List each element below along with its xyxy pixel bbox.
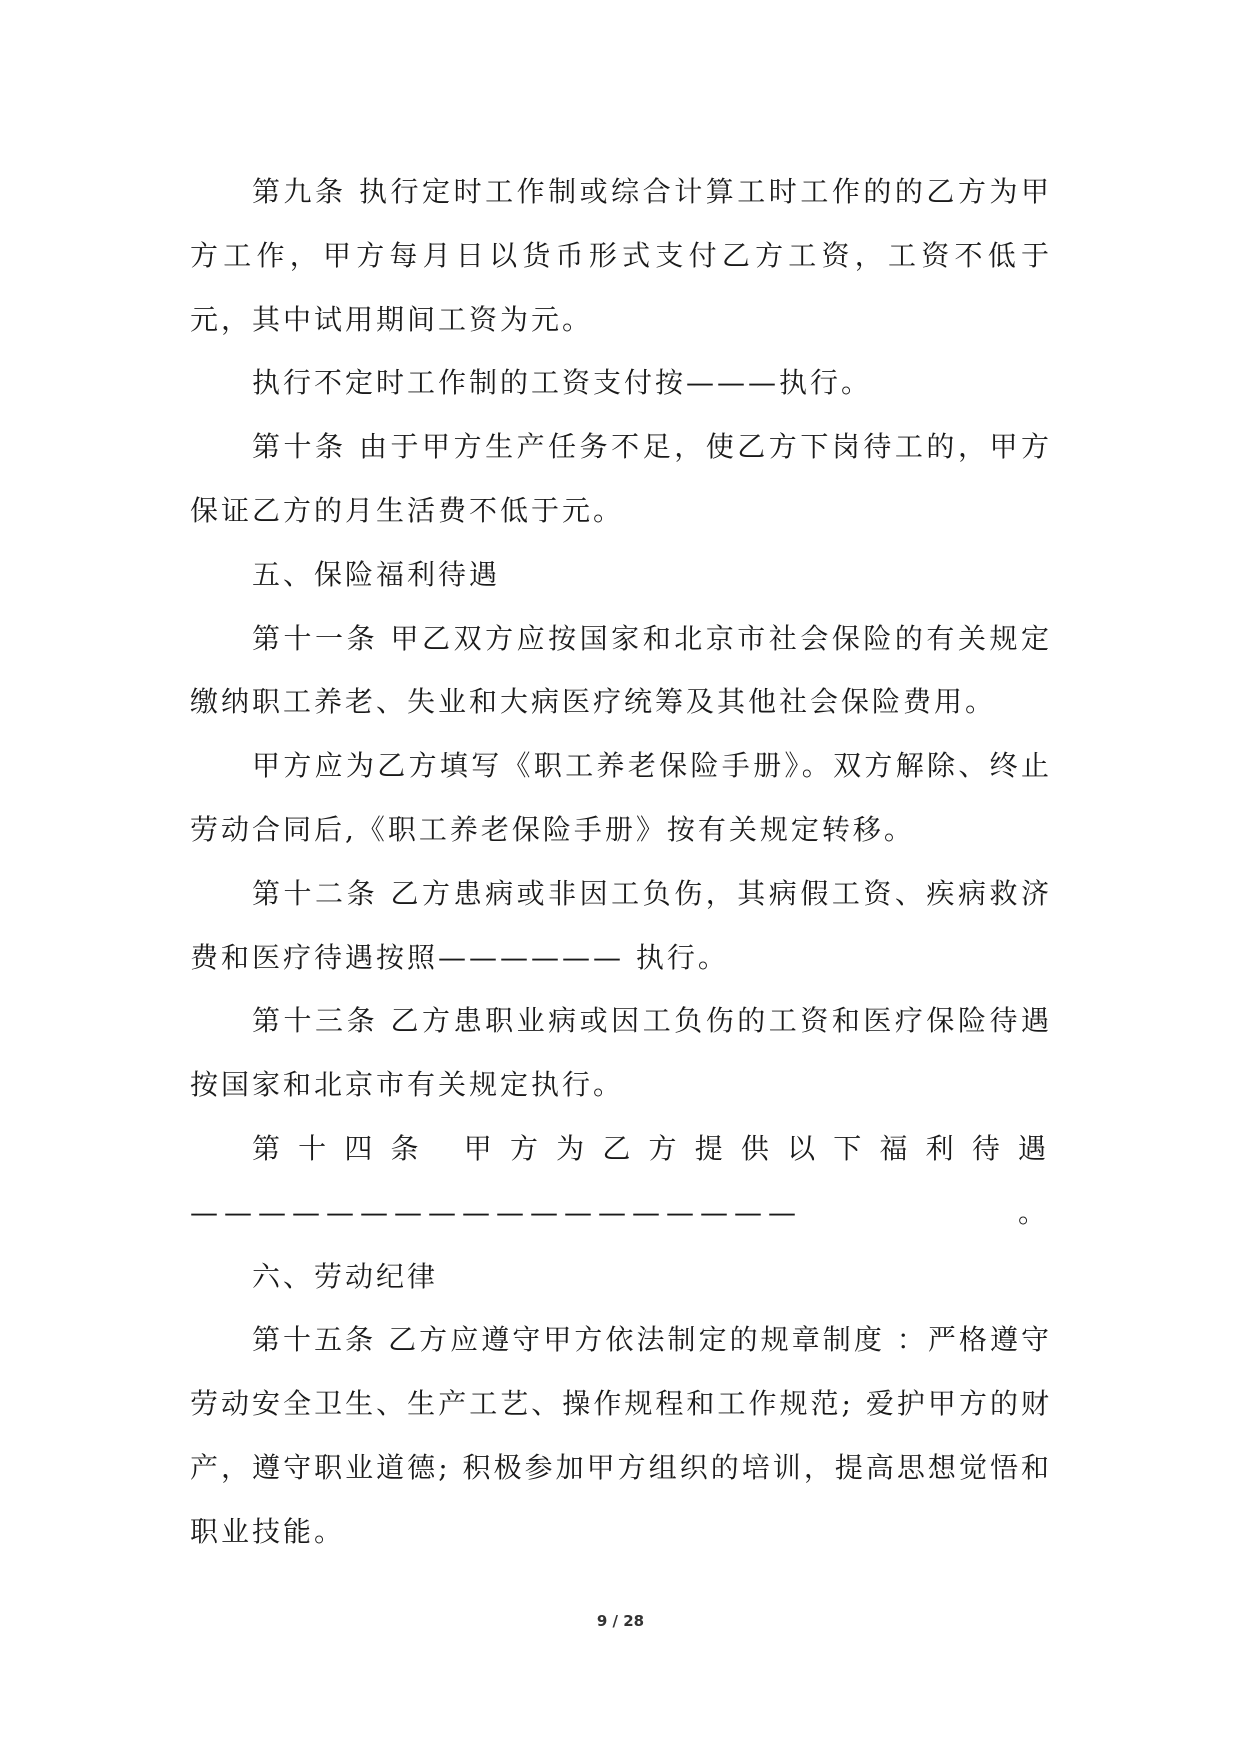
paragraph-article-10: 第十条 由于甲方生产任务不足，使乙方下岗待工的，甲方保证乙方的月生活费不低于元。	[190, 430, 1052, 527]
paragraph-article-14: 第十四条 甲方为乙方提供以下福利待遇——————————————————。	[190, 1131, 1052, 1229]
page-number: 9 / 28	[596, 1612, 645, 1630]
paragraph-article-13: 第十三条 乙方患职业病或因工负伤的工资和医疗保险待遇按国家和北京市有关规定执行。	[190, 1004, 1052, 1102]
paragraph-article-15: 第十五条 乙方应遵守甲方依法制定的规章制度 ：严格遵守劳动安全卫生、生产工艺、操作规程和工作规范; 爱护甲方的财产，遵守职业道德; 积极参加甲方组织的培训，提高思想觉悟和职业技能。	[190, 1323, 1052, 1548]
paragraph-article-12: 第十二条 乙方患病或非因工负伤，其病假工资、疾病救济费和医疗待遇按照—————— 执行。	[190, 876, 1052, 974]
section-heading-insurance-welfare: 五、保险福利待遇	[252, 557, 501, 591]
paragraph-article-9: 第九条 执行定时工作制或综合计算工时工作的的乙方为甲方工作，甲方每月日以货币形式支付乙方工资，工资不低于元，其中试用期间工资为元。	[190, 175, 1052, 336]
paragraph-flexible-hours-pay: 执行不定时工作制的工资支付按———执行。	[252, 366, 873, 400]
section-heading-labor-discipline: 六、劳动纪律	[252, 1259, 439, 1293]
paragraph-article-11: 第十一条 甲乙双方应按国家和北京市社会保险的有关规定缴纳职工养老、失业和大病医疗统筹及其他社会保险费用。	[190, 621, 1052, 719]
paragraph-pension-handbook: 甲方应为乙方填写《职工养老保险手册》。双方解除、终止劳动合同后,《职工养老保险手册》按有关规定转移。	[190, 749, 1052, 846]
document-body	[190, 160, 1052, 1564]
